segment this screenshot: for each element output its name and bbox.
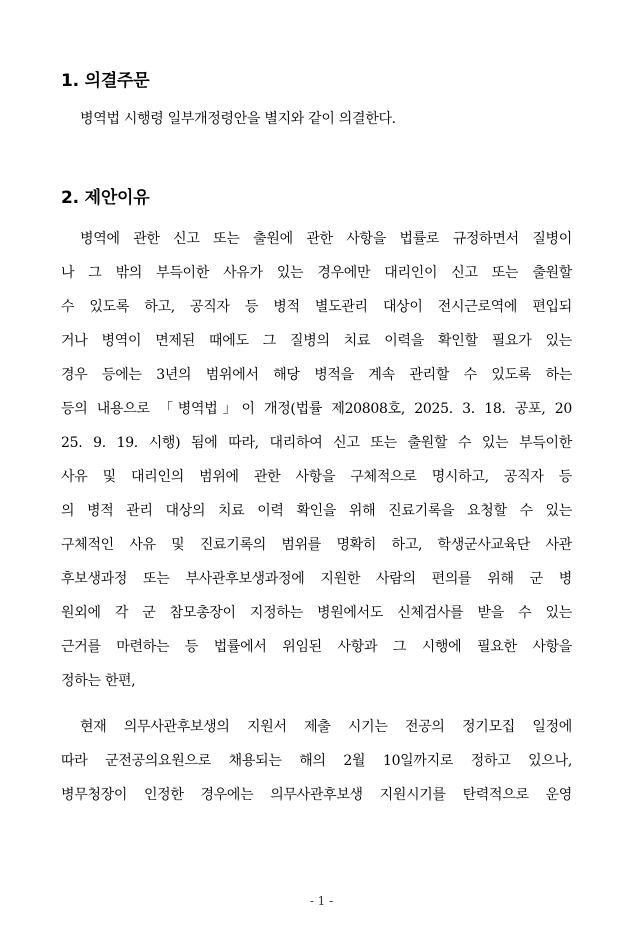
reason-line: 경우 등에는 3년의 범위에서 해당 병적을 계속 관리할 수 있도록 하는 [61,367,572,383]
reason-line: 병역에 관한 신고 또는 출원에 관한 사항을 법률로 규정하면서 질병이 [80,231,572,247]
reason-line: 현재 의무사관후보생의 지원서 제출 시기는 전공의 정기모집 일정에 [80,719,572,735]
reason-line: 나 그 밖의 부득이한 사유가 있는 경우에만 대리인이 신고 또는 출원할 [61,265,572,281]
reason-line: 따라 군전공의요원으로 채용되는 해의 2월 10일까지로 정하고 있으나, [61,753,572,769]
reason-line: 사유 및 대리인의 범위에 관한 사항을 구체적으로 명시하고, 공직자 등 [61,469,572,485]
decision-order-text: 병역법 시행령 일부개정령안을 별지와 같이 의결한다. [80,111,396,127]
reason-line: 의 병적 관리 대상의 치료 이력 확인을 위해 진료기록을 요청할 수 있는 [61,503,572,519]
reason-line: 등의 내용으로 「병역법」이 개정(법률 제20808호, 2025. 3. 18. 공포, 20 [61,401,572,417]
reason-line: 거나 병역이 면제된 때에도 그 질병의 치료 이력을 확인할 필요가 있는 [61,333,572,349]
reason-line: 정하는 한편, [61,673,136,689]
reason-line: 25. 9. 19. 시행) 됨에 따라, 대리하여 신고 또는 출원할 수 있는 부득이한 [61,435,572,451]
section-heading-proposal-reason: 2. 제안이유 [61,188,150,208]
section-heading-decision-order: 1. 의결주문 [61,71,150,91]
reason-line: 수 있도록 하고, 공직자 등 병적 별도관리 대상이 전시근로역에 편입되 [61,299,572,315]
reason-line: 구체적인 사유 및 진료기록의 범위를 명확히 하고, 학생군사교육단 사관 [61,537,572,553]
reason-line: 후보생과정 또는 부사관후보생과정에 지원한 사람의 편의를 위해 군 병 [61,571,572,587]
page-number: - 1 - [309,894,334,908]
reason-line: 근거를 마련하는 등 법률에서 위임된 사항과 그 시행에 필요한 사항을 [61,639,572,655]
reason-line: 병무청장이 인정한 경우에는 의무사관후보생 지원시기를 탄력적으로 운영 [61,787,572,803]
reason-line: 원외에 각 군 참모총장이 지정하는 병원에서도 신체검사를 받을 수 있는 [61,605,572,621]
